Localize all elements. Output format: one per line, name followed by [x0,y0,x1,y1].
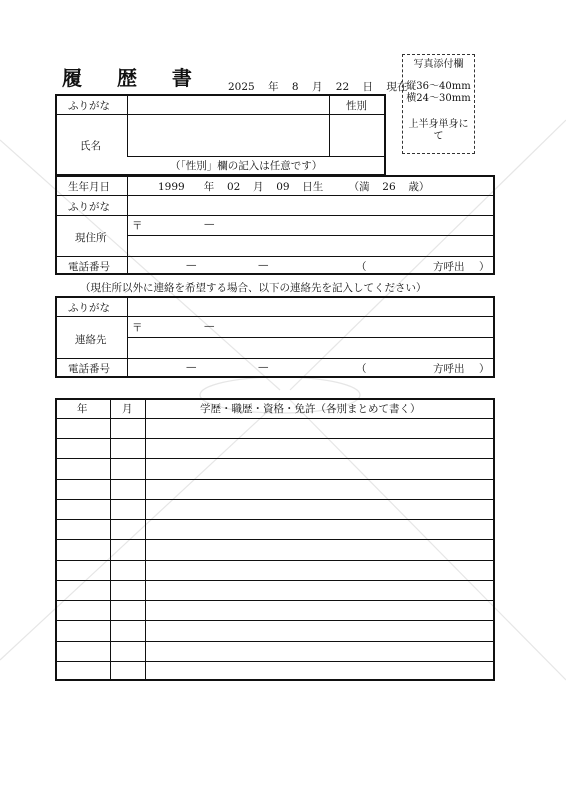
contact-phone-paren-open: （ [356,363,367,375]
photo-size-h: 縦36～40mm [406,81,471,92]
gender-input[interactable] [331,116,383,154]
phone-paren-open: （ [356,261,367,273]
date-day: 22 [335,81,350,93]
gender-label: 性別 [346,100,367,112]
photo-note-2: て [433,131,444,142]
postal-mark: 〒 [132,220,143,232]
birth-day: 09 [276,181,290,193]
phone-label: 電話番号 [68,261,110,273]
date-line [228,79,415,94]
date-day-unit: 日 [362,81,374,93]
phone-input[interactable] [129,258,493,274]
date-year: 2025 [228,81,255,93]
phone-dash-2: — [258,259,269,271]
birth-day-unit: 日生 [302,181,324,193]
birth-label: 生年月日 [68,181,110,193]
date-year-unit: 年 [268,81,279,93]
address-label: 現住所 [75,232,107,244]
contact-notice: （現住所以外に連絡を希望する場合、以下の連絡先を記入してください） [80,282,427,294]
history-row[interactable] [146,520,493,538]
history-row[interactable] [146,601,493,619]
contact-phone-paren-close: ） [479,363,490,375]
birth-year: 1999 [158,181,185,193]
history-row[interactable] [146,500,493,518]
furigana-label: ふりがな [68,100,110,112]
contact-postal-dash: — [204,320,215,332]
phone-paren-close: ） [479,261,490,273]
furigana-input[interactable] [129,96,327,113]
history-row[interactable] [146,581,493,599]
birth-month: 02 [226,181,241,193]
photo-box[interactable] [402,54,475,154]
contact-furigana-label: ふりがな [68,302,110,314]
phone-call: 方呼出 [433,261,465,273]
history-col-month: 月 [122,403,133,415]
furigana2-input[interactable] [129,197,493,214]
history-row[interactable] [146,459,493,477]
contact-phone-input[interactable] [129,360,493,376]
address-input[interactable] [129,217,493,254]
contact-furigana-input[interactable] [129,298,493,315]
name-label: 氏名 [80,140,101,152]
history-row[interactable] [146,561,493,579]
postal-dash: — [204,218,215,230]
photo-title: 写真添付欄 [413,59,464,70]
document-title: 履 歴 書 [62,66,206,90]
contact-postal-mark: 〒 [132,322,143,334]
history-row[interactable] [146,621,493,639]
name-input[interactable] [129,116,327,154]
gender-note: （「性別」欄の記入は任意です） [170,160,323,172]
date-month: 8 [291,81,299,93]
history-col-detail: 学歴・職歴・資格・免許（各別まとめて書く） [200,403,421,415]
history-row[interactable] [146,662,493,680]
birth-month-unit: 月 [253,181,264,193]
birth-year-unit: 年 [203,181,215,193]
contact-phone-dash-1: — [186,361,197,373]
contact-phone-label: 電話番号 [68,363,110,375]
history-col-year: 年 [77,403,88,415]
contact-address-input[interactable] [129,318,493,356]
history-row[interactable] [146,480,493,498]
contact-phone-call: 方呼出 [433,363,465,375]
history-row[interactable] [146,540,493,558]
history-row[interactable] [146,642,493,660]
history-row[interactable] [146,439,493,457]
date-month-unit: 月 [311,81,323,93]
age-value: 26 [382,181,396,193]
photo-note-1: 上半身単身に [408,119,469,130]
photo-size-w: 横24～30mm [406,93,471,104]
age-unit: 歳） [408,181,430,193]
contact-phone-dash-2: — [258,361,269,373]
furigana2-label: ふりがな [68,201,110,213]
birthdate-value[interactable] [158,179,429,194]
history-row[interactable] [146,419,493,437]
phone-dash-1: — [186,259,197,271]
contact-label: 連絡先 [75,334,107,346]
date-suffix: 現在 [386,81,408,93]
age-open: （満 [348,181,370,193]
